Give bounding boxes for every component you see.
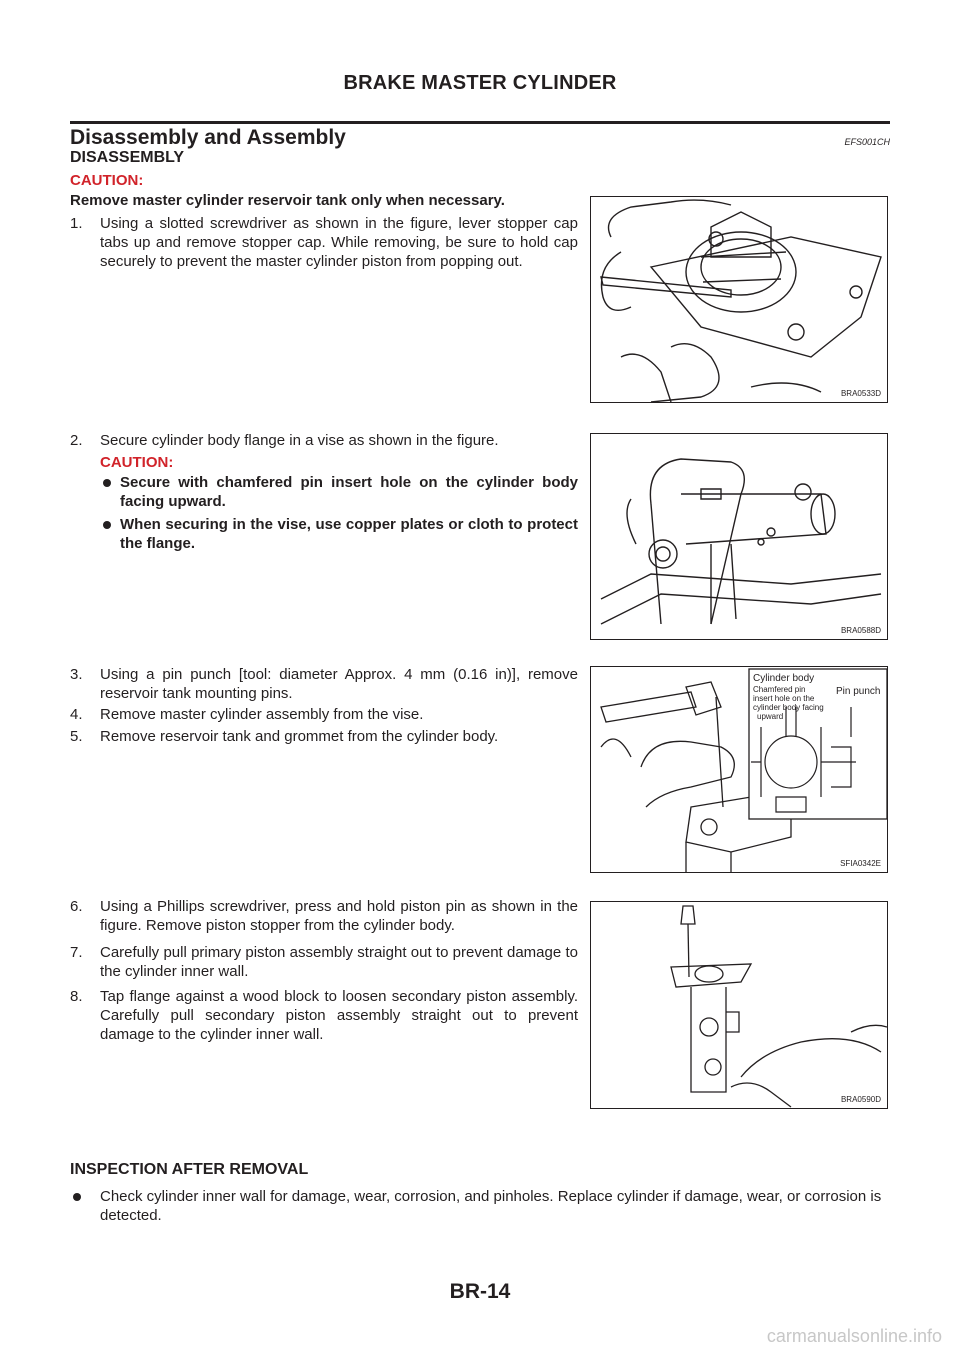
label-chamfered: Chamfered pin	[753, 685, 806, 694]
figure-code: BRA0533D	[840, 389, 881, 398]
step-4: 4. Remove master cylinder assembly from the vise.	[70, 706, 424, 723]
figure-phillips	[590, 901, 888, 1109]
section-title: Disassembly and Assembly	[70, 126, 346, 149]
inspection-item: Check cylinder inner wall for damage, wear, corrosion, and pinholes. Replace cylinder if damage, wear, or corrosion is detected.	[70, 1187, 890, 1225]
step-3: 3. Using a pin punch [tool: diameter Approx. 4 mm (0.16 in)], remove reservoir tank mounting pins.	[70, 666, 578, 702]
inspection-title: INSPECTION AFTER REMOVAL	[70, 1161, 309, 1178]
header-rule	[70, 121, 890, 124]
label-pin-punch: Pin punch	[836, 686, 881, 697]
caution-text: Remove master cylinder reservoir tank only when necessary.	[70, 192, 505, 209]
step-5: 5. Remove reservoir tank and grommet from the cylinder body.	[70, 728, 499, 745]
step-2: 2. Secure cylinder body flange in a vise as shown in the figure.	[70, 432, 499, 449]
page-header: BRAKE MASTER CYLINDER	[343, 72, 617, 94]
label-insert-hole: insert hole on the	[753, 694, 815, 703]
figure-stopper-cap-drawing	[591, 197, 888, 403]
disassembly-title: DISASSEMBLY	[70, 149, 185, 166]
watermark: carmanualsonline.info	[766, 1326, 942, 1346]
figure-code: SFIA0342E	[840, 859, 881, 868]
figure-phillips-drawing	[591, 902, 888, 1109]
figure-pin-punch	[590, 666, 888, 873]
step-8: 8. Tap flange against a wood block to loosen secondary piston assembly. Carefully pull secondary piston assembly straight out to prevent damage to the cylinder inner wall.	[70, 988, 578, 1043]
step2-caution-label: CAUTION:	[100, 454, 174, 471]
caution-label: CAUTION:	[70, 172, 144, 189]
figure-vise	[590, 433, 888, 640]
figure-code: BRA0588D	[840, 626, 881, 635]
step-1: 1. Using a slotted screwdriver as shown in the figure, lever stopper cap tabs up and remove stopper cap. While removing, be sure to hold cap securely to prevent the master cylinder piston from popping out.	[70, 215, 578, 270]
label-cylinder-body: Cylinder body	[753, 673, 815, 684]
step-6: 6. Using a Phillips screwdriver, press and hold piston pin as shown in the figure. Remove piston stopper from the cylinder body.	[70, 898, 578, 934]
figure-pin-punch-drawing	[591, 667, 888, 873]
step2-caution-2: When securing in the vise, use copper plates or cloth to protect the flange.	[100, 515, 578, 553]
section-code: EFS001CH	[844, 137, 890, 147]
figure-vise-drawing	[591, 434, 888, 640]
figure-stopper-cap	[590, 196, 888, 403]
step2-caution-1: Secure with chamfered pin insert hole on the cylinder body facing upward.	[100, 473, 578, 511]
page-number: BR-14	[449, 1280, 511, 1303]
figure-code: BRA0590D	[840, 1095, 881, 1104]
label-upward: upward	[757, 712, 784, 721]
label-body-facing: cylinder body facing	[753, 703, 824, 712]
step-7: 7. Carefully pull primary piston assembly straight out to prevent damage to the cylinder inner wall.	[70, 944, 578, 980]
